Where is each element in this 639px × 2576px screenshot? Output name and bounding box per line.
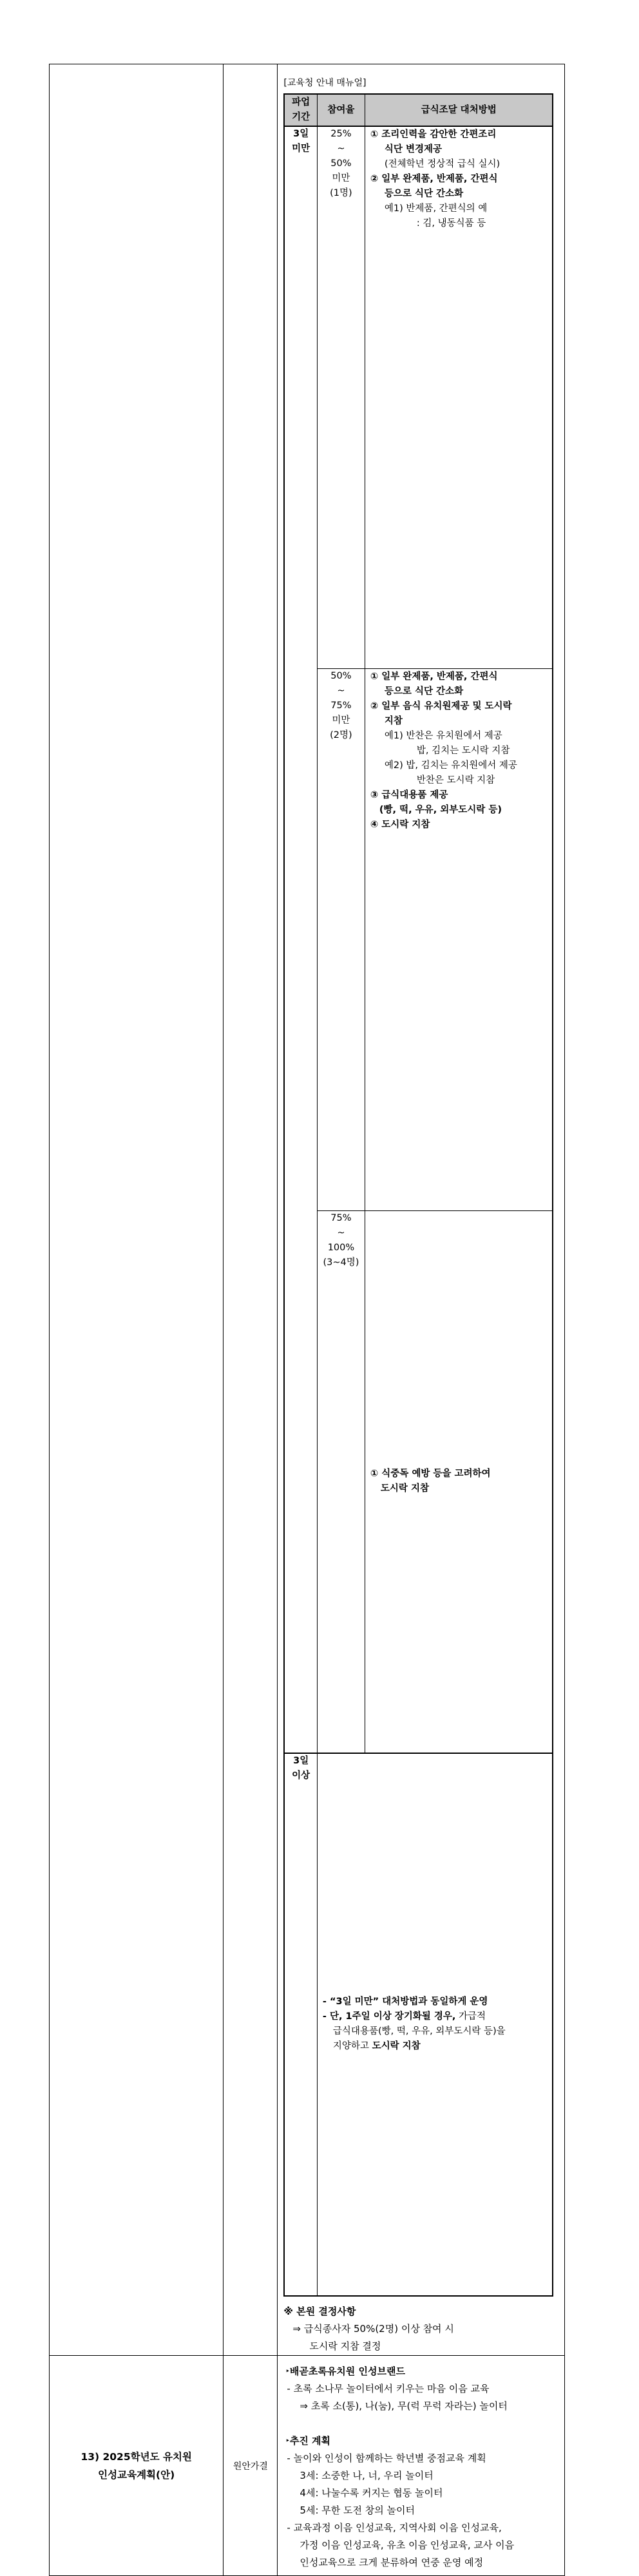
method-cell: - “3일 미만” 대처방법과 동일하게 운영 - 단, 1주일 이상 장기화될 경우, 가급적 급식대용품(빵, 떡, 우유, 외부도시락 등)을 지양하고 도시락 지참 bbox=[317, 1753, 553, 2296]
method-cell: ① 조리인력을 감안한 간편조리 식단 변경제공 (전체학년 정상적 급식 실시) ② 일부 완제품, 반제품, 간편식 등으로 식단 간소화 예1) 반제품, 간편식의 예 : 김, 냉동식품 등 bbox=[365, 126, 553, 669]
period-under-3-days: 3일 미만 bbox=[284, 126, 317, 1753]
table-row bbox=[50, 2356, 565, 2576]
agenda-item-cell bbox=[50, 64, 224, 2356]
triangle-bullet-icon: ‣ bbox=[285, 2438, 290, 2445]
manual-title: [교육청 안내 매뉴얼] bbox=[283, 78, 367, 88]
plan-title: ‣추진 계획 bbox=[285, 2435, 331, 2447]
agenda-item-cell: 13) 2025학년도 유치원 인성교육계획(안) bbox=[50, 2356, 224, 2576]
inner-row bbox=[284, 1753, 553, 2296]
method-cell: ① 식중독 예방 등을 고려하여 도시락 지참 bbox=[365, 1211, 553, 1754]
inner-row bbox=[284, 1211, 553, 1754]
note-title: ※ 본원 결정사항 bbox=[283, 2306, 356, 2317]
rate-cell: 25% ~ 50% 미만 (1명) bbox=[317, 126, 365, 669]
decision-cell bbox=[224, 64, 278, 2356]
rate-cell: 75% ~ 100% (3~4명) bbox=[317, 1211, 365, 1754]
method-cell: ① 일부 완제품, 반제품, 간편식 등으로 식단 간소화 ② 일부 음식 유치원제공 및 도시락 지참 예1) 반찬은 유치원에서 제공 밥, 김치는 도시락 지참 예2) 밥, 김치는 유치원에서 제공 반찬은 도시락 지참 ③ 급식대용품 제공 (빵, 떡, 우유, 외부도시락 등) ④ 도시락 지참 bbox=[365, 669, 553, 1211]
period-over-3-days: 3일 이상 bbox=[284, 1753, 317, 2296]
content-cell: ‣배곧초록유치원 인성브랜드 - 초록 소나무 놀이터에서 키우는 마음 이음 교육 ⇒ 초록 소(통), 나(눔), 무(럭 무럭 자라는) 놀이터 ‣추진 계획 - 놀이와 인성이 함께하는 학년별 중점교육 계획 3세: 소중한 나, 너, 우리 놀이터 4세: 나눌수록 커지는 협동 놀이터 5세: 무한 도전 창의 놀이터 - 교육과정 이음 인성교육, 지역사회 이음 인성교육, 가정 이음 인성교육, 유초 이음 인성교육, 교사 이음 인성교육으로 크게 분류하여 연중 운영 예정 bbox=[278, 2356, 565, 2576]
table-row bbox=[50, 64, 565, 2356]
inner-row bbox=[284, 126, 553, 669]
content-cell bbox=[278, 64, 565, 2356]
triangle-bullet-icon: ‣ bbox=[285, 2368, 290, 2375]
decision-cell: 원안가결 bbox=[224, 2356, 278, 2576]
header-method: 급식조달 대처방법 bbox=[365, 94, 553, 126]
strike-response-table bbox=[283, 93, 553, 2297]
minutes-table bbox=[49, 64, 565, 2576]
inner-header-row bbox=[284, 94, 553, 126]
rate-cell: 50% ~ 75% 미만 (2명) bbox=[317, 669, 365, 1211]
brand-title: ‣배곧초록유치원 인성브랜드 bbox=[285, 2365, 405, 2377]
header-period: 파업 기간 bbox=[284, 94, 317, 126]
inner-row bbox=[284, 669, 553, 1211]
decision-note: ※ 본원 결정사항 ⇒ 급식종사자 50%(2명) 이상 참여 시 도시락 지참 결정 bbox=[283, 2303, 555, 2355]
header-rate: 참여율 bbox=[317, 94, 365, 126]
